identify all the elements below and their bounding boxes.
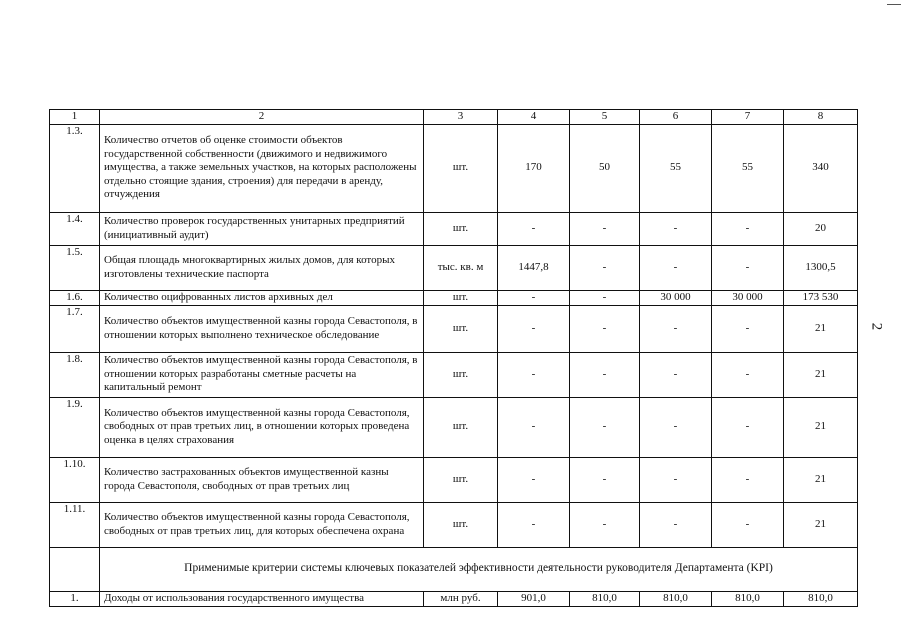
header-cell: 8	[784, 110, 858, 125]
row-value-col6: -	[640, 457, 712, 502]
table-row	[50, 457, 858, 502]
row-unit: тыс. кв. м	[424, 245, 498, 290]
row-value-col6: -	[640, 397, 712, 457]
row-value-col5: -	[570, 305, 640, 352]
section-empty-cell	[50, 547, 100, 591]
row-value-col4: -	[498, 397, 570, 457]
row-value-col8: 21	[784, 457, 858, 502]
row-value-col6: -	[640, 245, 712, 290]
row-number: 1.11.	[50, 502, 100, 547]
row-description: Количество объектов имущественной казны города Севастополя, в отношении которых выполнено техническое обследование	[100, 305, 424, 352]
row-number: 1.7.	[50, 305, 100, 352]
table-row	[50, 305, 858, 352]
row-value-col8: 21	[784, 305, 858, 352]
row-number: 1.8.	[50, 352, 100, 397]
row-value-col5: -	[570, 502, 640, 547]
row-number: 1.5.	[50, 245, 100, 290]
row-value-col4: -	[498, 502, 570, 547]
table-row	[50, 212, 858, 245]
row-value-col6: -	[640, 305, 712, 352]
row-value-col4: -	[498, 212, 570, 245]
row-value-col7: -	[712, 397, 784, 457]
row-value-col5: -	[570, 290, 640, 305]
header-cell: 2	[100, 110, 424, 125]
kpi-row-value-col4: 901,0	[498, 591, 570, 606]
row-unit: шт.	[424, 457, 498, 502]
section-title: Применимые критерии системы ключевых показателей эффективности деятельности руководителя Департамента (KPI)	[100, 547, 858, 591]
header-cell: 6	[640, 110, 712, 125]
row-unit: шт.	[424, 397, 498, 457]
table-row	[50, 352, 858, 397]
row-value-col6: -	[640, 212, 712, 245]
row-value-col8: 20	[784, 212, 858, 245]
row-description: Количество оцифрованных листов архивных дел	[100, 290, 424, 305]
row-description: Общая площадь многоквартирных жилых домов, для которых изготовлены технические паспорта	[100, 245, 424, 290]
row-value-col4: -	[498, 305, 570, 352]
row-number: 1.3.	[50, 124, 100, 212]
row-description: Количество отчетов об оценке стоимости объектов государственной собственности (движимого и недвижимого имущества, а также земельных участков, на которых расположены отдельно стоящие здания, строения) для передачи в аренду, отчуждения	[100, 124, 424, 212]
row-value-col5: -	[570, 397, 640, 457]
row-value-col8: 21	[784, 352, 858, 397]
row-value-col5: -	[570, 212, 640, 245]
header-cell: 1	[50, 110, 100, 125]
kpi-row-unit: млн руб.	[424, 591, 498, 606]
row-value-col7: -	[712, 245, 784, 290]
kpi-row	[50, 591, 858, 606]
row-value-col6: -	[640, 502, 712, 547]
kpi-row-value-col8: 810,0	[784, 591, 858, 606]
row-description: Количество объектов имущественной казны города Севастополя, свободных от прав третьих лиц, для которых обеспечена охрана	[100, 502, 424, 547]
table-row	[50, 397, 858, 457]
table-row	[50, 124, 858, 212]
row-number: 1.10.	[50, 457, 100, 502]
row-number: 1.9.	[50, 397, 100, 457]
row-value-col4: -	[498, 457, 570, 502]
row-value-col7: -	[712, 502, 784, 547]
row-description: Количество объектов имущественной казны города Севастополя, в отношении которых разработаны сметные расчеты на капитальный ремонт	[100, 352, 424, 397]
row-value-col6: 30 000	[640, 290, 712, 305]
row-value-col5: -	[570, 352, 640, 397]
row-unit: шт.	[424, 305, 498, 352]
page-number: 2	[868, 322, 885, 331]
row-number: 1.6.	[50, 290, 100, 305]
kpi-row-value-col5: 810,0	[570, 591, 640, 606]
section-row	[50, 547, 858, 591]
row-value-col8: 340	[784, 124, 858, 212]
row-value-col8: 21	[784, 502, 858, 547]
row-value-col5: 50	[570, 124, 640, 212]
header-cell: 7	[712, 110, 784, 125]
row-description: Количество застрахованных объектов имущественной казны города Севастополя, свободных от прав третьих лиц	[100, 457, 424, 502]
row-value-col7: -	[712, 305, 784, 352]
row-value-col7: -	[712, 212, 784, 245]
row-number: 1.4.	[50, 212, 100, 245]
row-value-col6: -	[640, 352, 712, 397]
kpi-row-value-col6: 810,0	[640, 591, 712, 606]
table-row	[50, 245, 858, 290]
row-value-col8: 173 530	[784, 290, 858, 305]
kpi-row-value-col7: 810,0	[712, 591, 784, 606]
corner-mark	[887, 4, 901, 5]
row-unit: шт.	[424, 502, 498, 547]
row-value-col8: 1300,5	[784, 245, 858, 290]
header-cell: 3	[424, 110, 498, 125]
row-value-col7: -	[712, 352, 784, 397]
row-value-col5: -	[570, 245, 640, 290]
row-value-col4: -	[498, 290, 570, 305]
kpi-row-description: Доходы от использования государственного имущества	[100, 591, 424, 606]
row-unit: шт.	[424, 212, 498, 245]
header-cell: 5	[570, 110, 640, 125]
row-value-col4: 1447,8	[498, 245, 570, 290]
kpi-row-number: 1.	[50, 591, 100, 606]
row-value-col6: 55	[640, 124, 712, 212]
row-value-col7: 30 000	[712, 290, 784, 305]
row-value-col4: 170	[498, 124, 570, 212]
row-description: Количество объектов имущественной казны города Севастополя, свободных от прав третьих лиц, в отношении которых проведена оценка в целях страхования	[100, 397, 424, 457]
row-unit: шт.	[424, 290, 498, 305]
header-row	[50, 110, 858, 125]
row-value-col5: -	[570, 457, 640, 502]
row-unit: шт.	[424, 352, 498, 397]
row-value-col7: -	[712, 457, 784, 502]
row-description: Количество проверок государственных унитарных предприятий (инициативный аудит)	[100, 212, 424, 245]
row-value-col4: -	[498, 352, 570, 397]
table-row	[50, 502, 858, 547]
row-value-col7: 55	[712, 124, 784, 212]
kpi-table	[49, 109, 858, 607]
table-row	[50, 290, 858, 305]
row-unit: шт.	[424, 124, 498, 212]
header-cell: 4	[498, 110, 570, 125]
row-value-col8: 21	[784, 397, 858, 457]
